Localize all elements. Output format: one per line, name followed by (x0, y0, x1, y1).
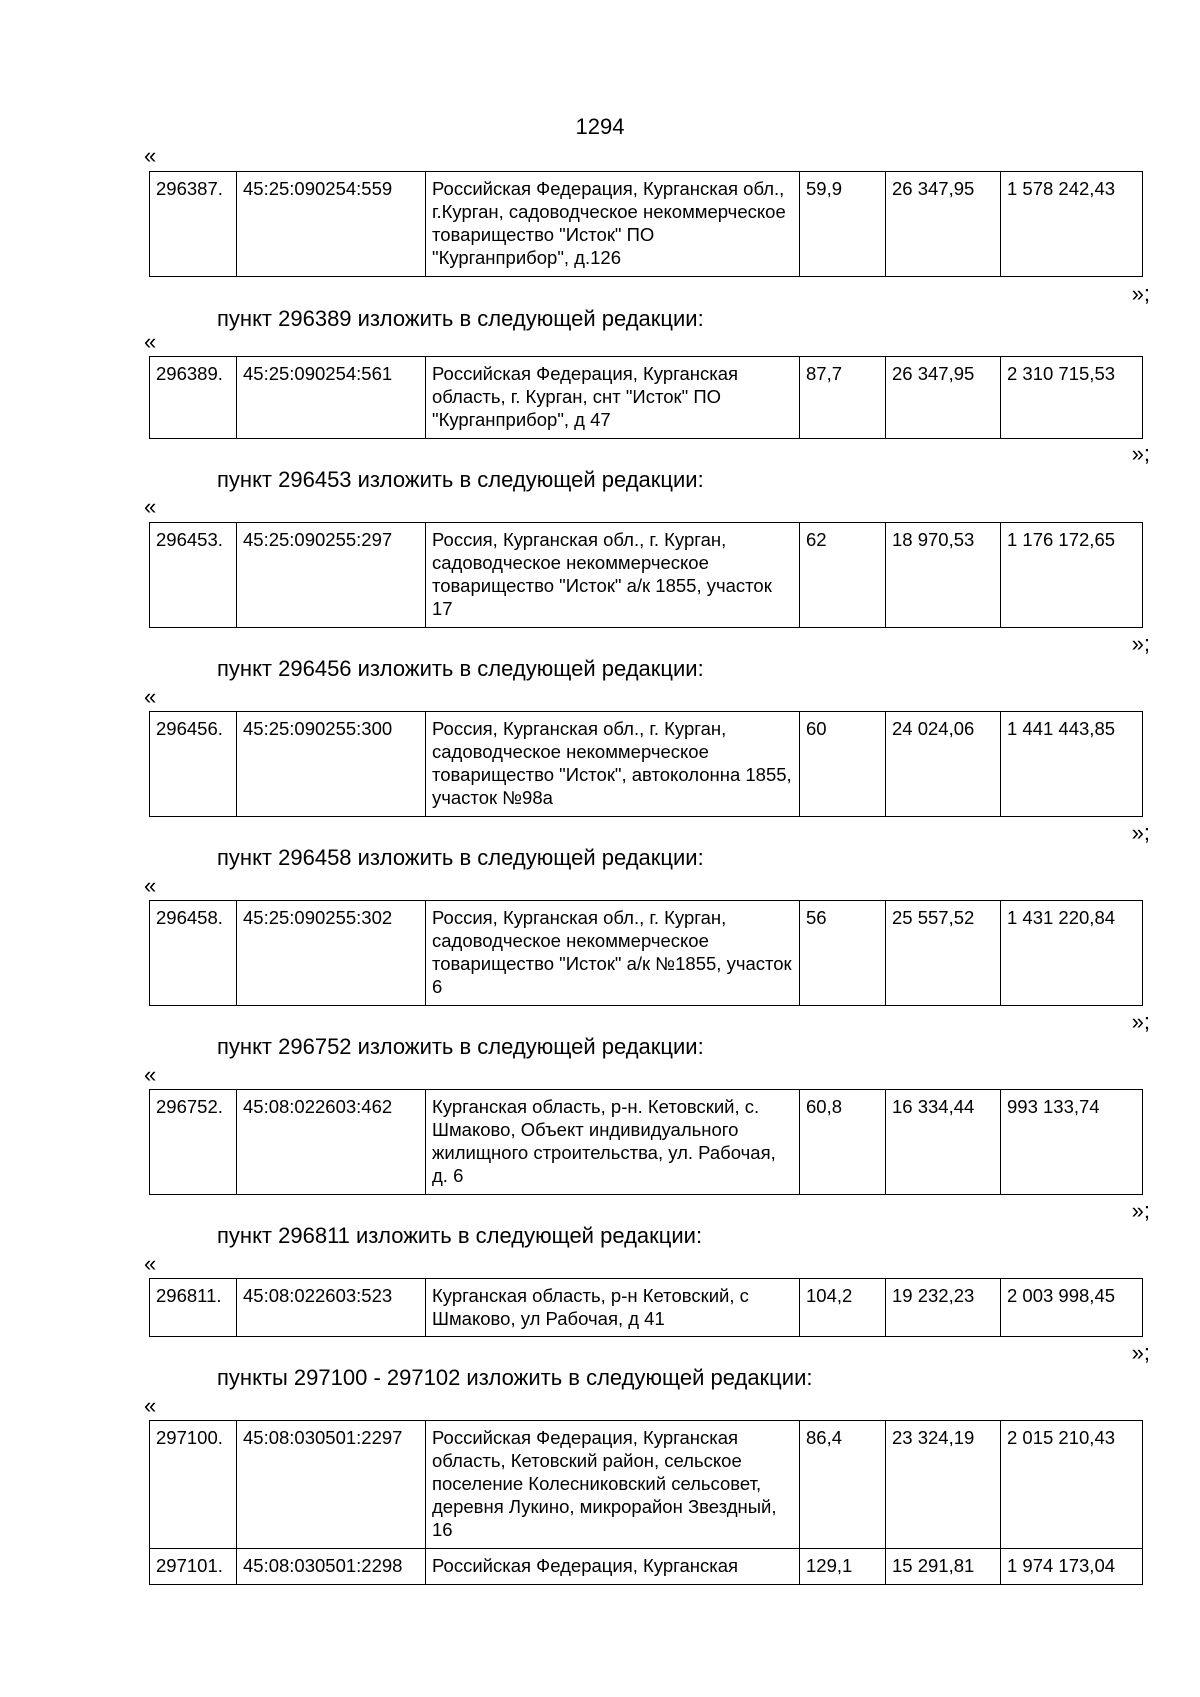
open-quote: « (144, 494, 157, 519)
row-number: 296387. (150, 172, 237, 277)
address: Россия, Курганская обл., г. Курган, садоводческое некоммерческое товарищество "Исток" а/к 1855, участок 17 (426, 523, 800, 628)
address: Российская Федерация, Курганская область, Кетовский район, сельское поселение Колесниковский сельсовет, деревня Лукино, микрорайон Звездный, 16 (426, 1421, 800, 1549)
unit-price: 19 232,23 (886, 1279, 1001, 1337)
area: 86,4 (800, 1421, 886, 1549)
area: 60,8 (800, 1090, 886, 1195)
close-quote: »; (1131, 441, 1150, 466)
row-number: 297100. (150, 1421, 237, 1549)
cadastral-value: 1 176 172,65 (1001, 523, 1143, 628)
area: 129,1 (800, 1549, 886, 1585)
page-number: 1294 (575, 114, 625, 139)
unit-price: 26 347,95 (886, 357, 1001, 439)
cadastral-value: 1 431 220,84 (1001, 901, 1143, 1006)
record-table (149, 900, 1143, 1006)
unit-price: 26 347,95 (886, 172, 1001, 277)
unit-price: 23 324,19 (886, 1421, 1001, 1549)
address: Россия, Курганская обл., г. Курган, садоводческое некоммерческое товарищество "Исток", автоколонна 1855, участок №98а (426, 712, 800, 817)
record-table (149, 711, 1143, 817)
record-table (149, 356, 1143, 439)
table-row (150, 523, 1143, 628)
open-quote: « (144, 329, 157, 354)
address: Курганская область, р-н. Кетовский, с. Шмаково, Объект индивидуального жилищного строительства, ул. Рабочая, д. 6 (426, 1090, 800, 1195)
cadastral-value: 1 441 443,85 (1001, 712, 1143, 817)
area: 62 (800, 523, 886, 628)
cadastral-value: 2 003 998,45 (1001, 1279, 1143, 1337)
record-table (149, 1420, 1143, 1585)
address: Российская Федерация, Курганская (426, 1549, 800, 1585)
record-table (149, 171, 1143, 277)
cadastral-value: 993 133,74 (1001, 1090, 1143, 1195)
row-number: 296752. (150, 1090, 237, 1195)
instruction-text: пункт 296389 изложить в следующей редакции: (217, 306, 704, 331)
table-row (150, 172, 1143, 277)
close-quote: »; (1131, 820, 1150, 845)
cadastral-number: 45:08:030501:2298 (237, 1549, 426, 1585)
cadastral-value: 1 578 242,43 (1001, 172, 1143, 277)
record-table (149, 522, 1143, 628)
cadastral-number: 45:25:090255:302 (237, 901, 426, 1006)
table-row (150, 1549, 1143, 1585)
row-number: 296811. (150, 1279, 237, 1337)
record-table (149, 1089, 1143, 1195)
table-row (150, 1090, 1143, 1195)
unit-price: 24 024,06 (886, 712, 1001, 817)
address: Курганская область, р-н Кетовский, с Шмаково, ул Рабочая, д 41 (426, 1279, 800, 1337)
area: 60 (800, 712, 886, 817)
table-row (150, 357, 1143, 439)
record-table (149, 1278, 1143, 1337)
unit-price: 18 970,53 (886, 523, 1001, 628)
close-quote: »; (1131, 1009, 1150, 1034)
table-row (150, 1279, 1143, 1337)
area: 59,9 (800, 172, 886, 277)
open-quote: « (144, 1251, 157, 1276)
cadastral-value: 2 310 715,53 (1001, 357, 1143, 439)
cadastral-number: 45:25:090255:300 (237, 712, 426, 817)
close-quote: »; (1131, 1198, 1150, 1223)
instruction-text: пункт 296458 изложить в следующей редакции: (217, 845, 704, 870)
cadastral-number: 45:08:022603:523 (237, 1279, 426, 1337)
cadastral-value: 1 974 173,04 (1001, 1549, 1143, 1585)
instruction-text: пункты 297100 - 297102 изложить в следующей редакции: (217, 1365, 813, 1390)
cadastral-number: 45:25:090254:559 (237, 172, 426, 277)
row-number: 296453. (150, 523, 237, 628)
instruction-text: пункт 296456 изложить в следующей редакции: (217, 656, 704, 681)
instruction-text: пункт 296752 изложить в следующей редакции: (217, 1034, 704, 1059)
table-row (150, 901, 1143, 1006)
open-quote: « (144, 873, 157, 898)
area: 87,7 (800, 357, 886, 439)
address: Российская Федерация, Курганская обл., г.Курган, садоводческое некоммерческое товарищество "Исток" ПО "Курганприбор", д.126 (426, 172, 800, 277)
row-number: 296389. (150, 357, 237, 439)
open-quote: « (144, 1062, 157, 1087)
row-number: 296456. (150, 712, 237, 817)
open-quote: « (144, 684, 157, 709)
cadastral-value: 2 015 210,43 (1001, 1421, 1143, 1549)
close-quote: »; (1131, 1340, 1150, 1365)
open-quote: « (144, 1393, 157, 1418)
instruction-text: пункт 296811 изложить в следующей редакции: (217, 1223, 703, 1248)
close-quote: »; (1131, 281, 1150, 306)
address: Российская Федерация, Курганская область, г. Курган, снт "Исток" ПО "Курганприбор", д 47 (426, 357, 800, 439)
table-row (150, 1421, 1143, 1549)
unit-price: 15 291,81 (886, 1549, 1001, 1585)
cadastral-number: 45:25:090255:297 (237, 523, 426, 628)
row-number: 296458. (150, 901, 237, 1006)
area: 56 (800, 901, 886, 1006)
cadastral-number: 45:08:030501:2297 (237, 1421, 426, 1549)
row-number: 297101. (150, 1549, 237, 1585)
table-row (150, 712, 1143, 817)
open-quote: « (144, 143, 157, 168)
instruction-text: пункт 296453 изложить в следующей редакции: (217, 467, 704, 492)
close-quote: »; (1131, 631, 1150, 656)
cadastral-number: 45:25:090254:561 (237, 357, 426, 439)
cadastral-number: 45:08:022603:462 (237, 1090, 426, 1195)
address: Россия, Курганская обл., г. Курган, садоводческое некоммерческое товарищество "Исток" а/к №1855, участок 6 (426, 901, 800, 1006)
unit-price: 16 334,44 (886, 1090, 1001, 1195)
area: 104,2 (800, 1279, 886, 1337)
unit-price: 25 557,52 (886, 901, 1001, 1006)
